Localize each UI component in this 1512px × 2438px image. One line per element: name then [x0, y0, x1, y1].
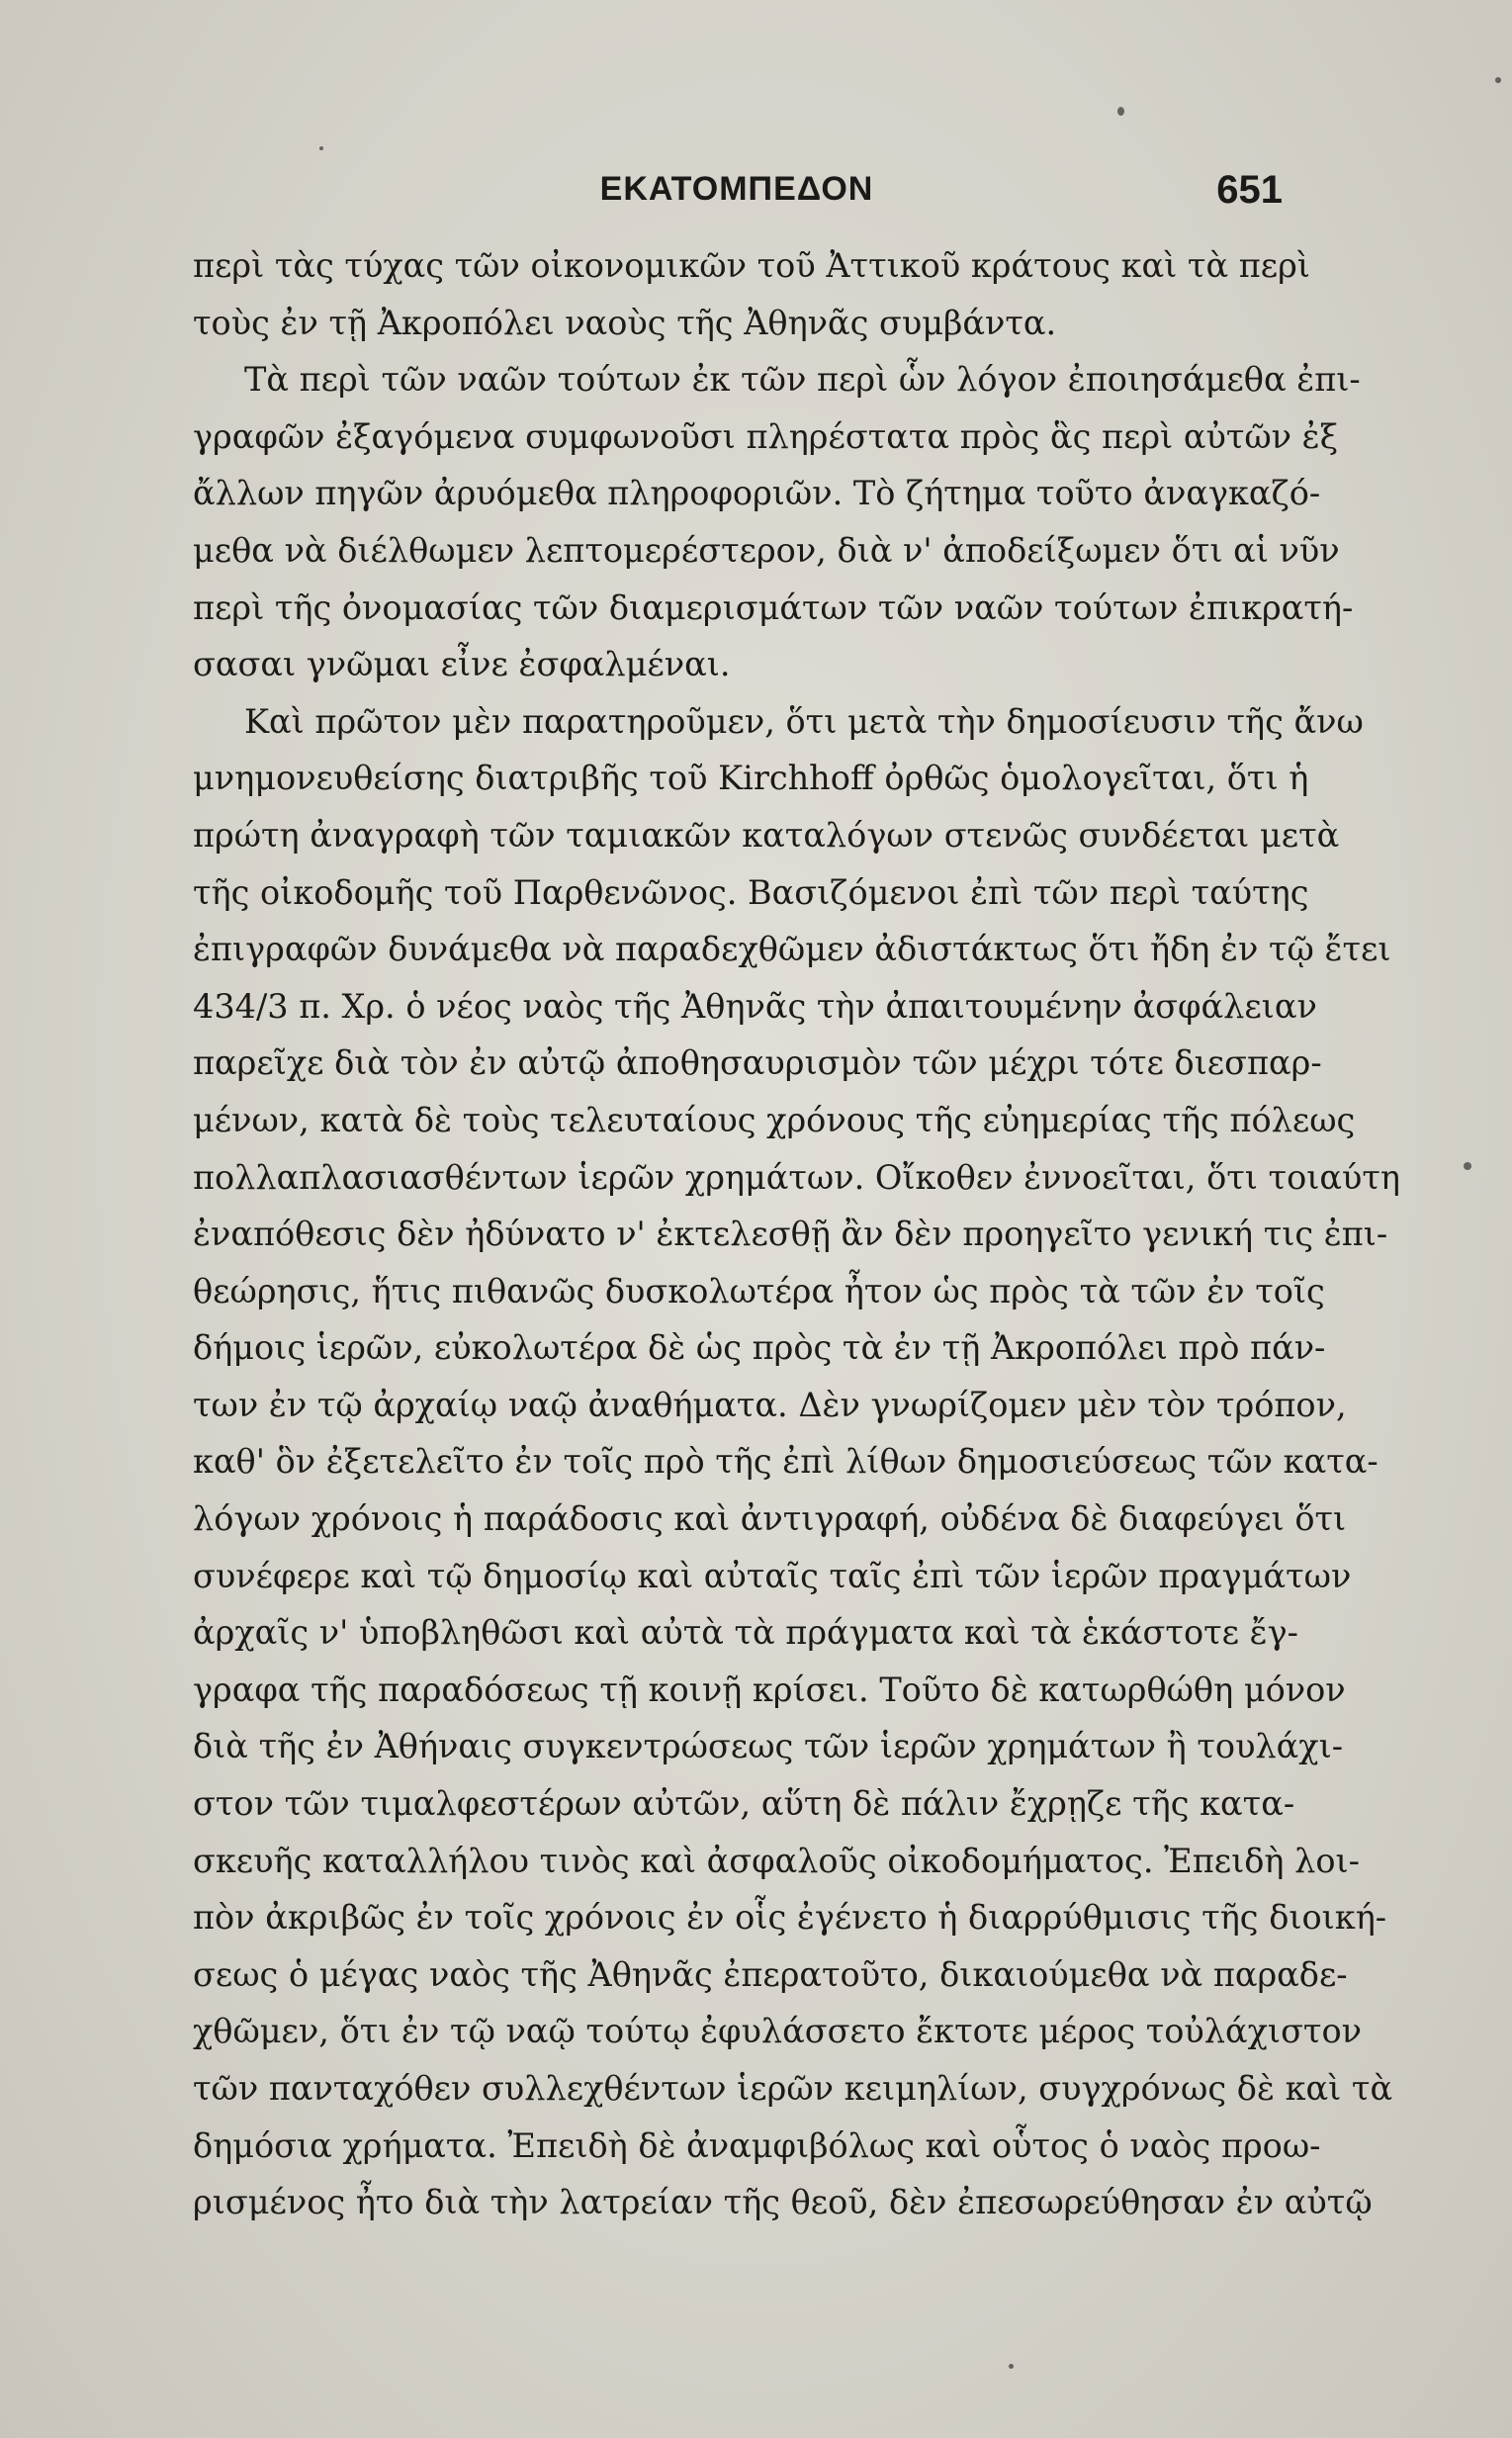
text-line: θεώρησις, ἥτις πιθανῶς δυσκολωτέρα ἦτον ὡς πρὸς τὰ τῶν ἐν τοῖς [193, 1271, 1325, 1310]
text-line: πρώτη ἀναγραφὴ τῶν ταμιακῶν καταλόγων στενῶς συνδέεται μετὰ [193, 815, 1340, 855]
running-title: ΕΚΑΤΟΜΠΕΔΟΝ [599, 170, 874, 208]
text-line: γραφα τῆς παραδόσεως τῇ κοινῇ κρίσει. Τοῦτο δὲ κατωρθώθη μόνον [193, 1670, 1346, 1709]
text-line: Τὰ περὶ τῶν ναῶν τούτων ἐκ τῶν περὶ ὧν λόγον ἐποιησάμεθα ἐπι- [244, 360, 1361, 400]
text-line: 434/3 π. Χρ. ὁ νέος ναὸς τῆς Ἀθηνᾶς τὴν ἀπαιτουμένην ἀσφάλειαν [193, 986, 1317, 1026]
text-line: των ἐν τῷ ἀρχαίῳ ναῷ ἀναθήματα. Δὲν γνωρίζομεν μὲν τὸν τρόπον, [193, 1385, 1347, 1424]
text-line: συνέφερε καὶ τῷ δημοσίῳ καὶ αὐταῖς ταῖς ἐπὶ τῶν ἱερῶν πραγμάτων [193, 1556, 1352, 1595]
text-line: μένων, κατὰ δὲ τοὺς τελευταίους χρόνους τῆς εὐημερίας τῆς πόλεως [193, 1100, 1356, 1139]
text-line: ἀρχαῖς ν' ὑποβληθῶσι καὶ αὐτὰ τὰ πράγματα καὶ τὰ ἑκάστοτε ἔγ- [193, 1613, 1298, 1653]
text-line: πὸν ἀκριβῶς ἐν τοῖς χρόνοις ἐν οἷς ἐγένετο ἡ διαρρύθμισις τῆς διοική- [193, 1898, 1387, 1938]
scan-speck [1117, 107, 1124, 116]
text-line: παρεῖχε διὰ τὸν ἐν αὐτῷ ἀποθησαυρισμὸν τῶν μέχρι τότε διεσπαρ- [193, 1043, 1322, 1083]
text-line: περὶ τὰς τύχας τῶν οἰκονομικῶν τοῦ Ἀττικοῦ κράτους καὶ τὰ περὶ [193, 246, 1310, 285]
text-line: μνημονευθείσης διατριβῆς τοῦ Kirchhoff ὀρθῶς ὁμολογεῖται, ὅτι ἡ [193, 759, 1309, 798]
text-line: σκευῆς καταλλήλου τινὸς καὶ ἀσφαλοῦς οἰκοδομήματος. Ἐπειδὴ λοι- [193, 1841, 1360, 1880]
text-line: τῆς οἰκοδομῆς τοῦ Παρθενῶνος. Βασιζόμενοι ἐπὶ τῶν περὶ ταύτης [193, 872, 1309, 912]
text-line: ἐπιγραφῶν δυνάμεθα νὰ παραδεχθῶμεν ἀδιστάκτως ὅτι ἤδη ἐν τῷ ἔτει [193, 930, 1391, 969]
text-line: ἐναπόθεσις δὲν ἠδύνατο ν' ἐκτελεσθῇ ἂν δὲν προηγεῖτο γενική τις ἐπι- [193, 1215, 1388, 1254]
body-text [193, 237, 1400, 2231]
scan-speck [1009, 2364, 1014, 2369]
text-line: ἄλλων πηγῶν ἀρυόμεθα πληροφοριῶν. Τὸ ζήτημα τοῦτο ἀναγκαζό- [193, 474, 1321, 513]
text-line: τοὺς ἐν τῇ Ἀκροπόλει ναοὺς τῆς Ἀθηνᾶς συμβάντα. [193, 303, 1057, 342]
text-line: γραφῶν ἐξαγόμενα συμφωνοῦσι πληρέστατα πρὸς ἃς περὶ αὐτῶν ἐξ [193, 416, 1339, 456]
text-line: στον τῶν τιμαλφεστέρων αὐτῶν, αὕτη δὲ πάλιν ἔχρῃζε τῆς κατα- [193, 1784, 1295, 1824]
page-header [193, 170, 1281, 229]
text-line: καθ' ὃν ἐξετελεῖτο ἐν τοῖς πρὸ τῆς ἐπὶ λίθων δημοσιεύσεως τῶν κατα- [193, 1442, 1379, 1482]
text-line: σασαι γνῶμαι εἶνε ἐσφαλμέναι. [193, 645, 731, 684]
text-line: σεως ὁ μέγας ναὸς τῆς Ἀθηνᾶς ἐπερατοῦτο, δικαιούμεθα νὰ παραδε- [193, 1954, 1348, 1994]
text-line: δημόσια χρήματα. Ἐπειδὴ δὲ ἀναμφιβόλως καὶ οὗτος ὁ ναὸς προω- [193, 2125, 1321, 2165]
text-line: περὶ τῆς ὀνομασίας τῶν διαμερισμάτων τῶν ναῶν τούτων ἐπικρατή- [193, 587, 1354, 627]
text-line: δήμοις ἱερῶν, εὐκολωτέρα δὲ ὡς πρὸς τὰ ἐν τῇ Ἀκροπόλει πρὸ πάν- [193, 1328, 1326, 1368]
text-line: μεθα νὰ διέλθωμεν λεπτομερέστερον, διὰ ν' ἀποδείξωμεν ὅτι αἱ νῦν [193, 530, 1340, 570]
scan-speck [1464, 1162, 1471, 1170]
scan-speck [1495, 77, 1501, 83]
text-line: διὰ τῆς ἐν Ἀθήναις συγκεντρώσεως τῶν ἱερῶν χρημάτων ἢ τουλάχι- [193, 1727, 1344, 1766]
text-line: τῶν πανταχόθεν συλλεχθέντων ἱερῶν κειμηλίων, συγχρόνως δὲ καὶ τὰ [193, 2069, 1393, 2108]
page-number: 651 [1216, 168, 1283, 212]
text-line: λόγων χρόνοις ἡ παράδοσις καὶ ἀντιγραφή, οὐδένα δὲ διαφεύγει ὅτι [193, 1499, 1347, 1539]
text-line: χθῶμεν, ὅτι ἐν τῷ ναῷ τούτῳ ἐφυλάσσετο ἔκτοτε μέρος τοὐλάχιστον [193, 2012, 1363, 2051]
text-line: ρισμένος ἦτο διὰ τὴν λατρείαν τῆς θεοῦ, δὲν ἐπεσωρεύθησαν ἐν αὐτῷ [193, 2183, 1373, 2222]
text-line: Καὶ πρῶτον μὲν παρατηροῦμεν, ὅτι μετὰ τὴν δημοσίευσιν τῆς ἄνω [244, 701, 1364, 741]
text-line: πολλαπλασιασθέντων ἱερῶν χρημάτων. Οἴκοθεν ἐννοεῖται, ὅτι τοιαύτη [193, 1157, 1400, 1197]
scan-speck [319, 146, 323, 150]
